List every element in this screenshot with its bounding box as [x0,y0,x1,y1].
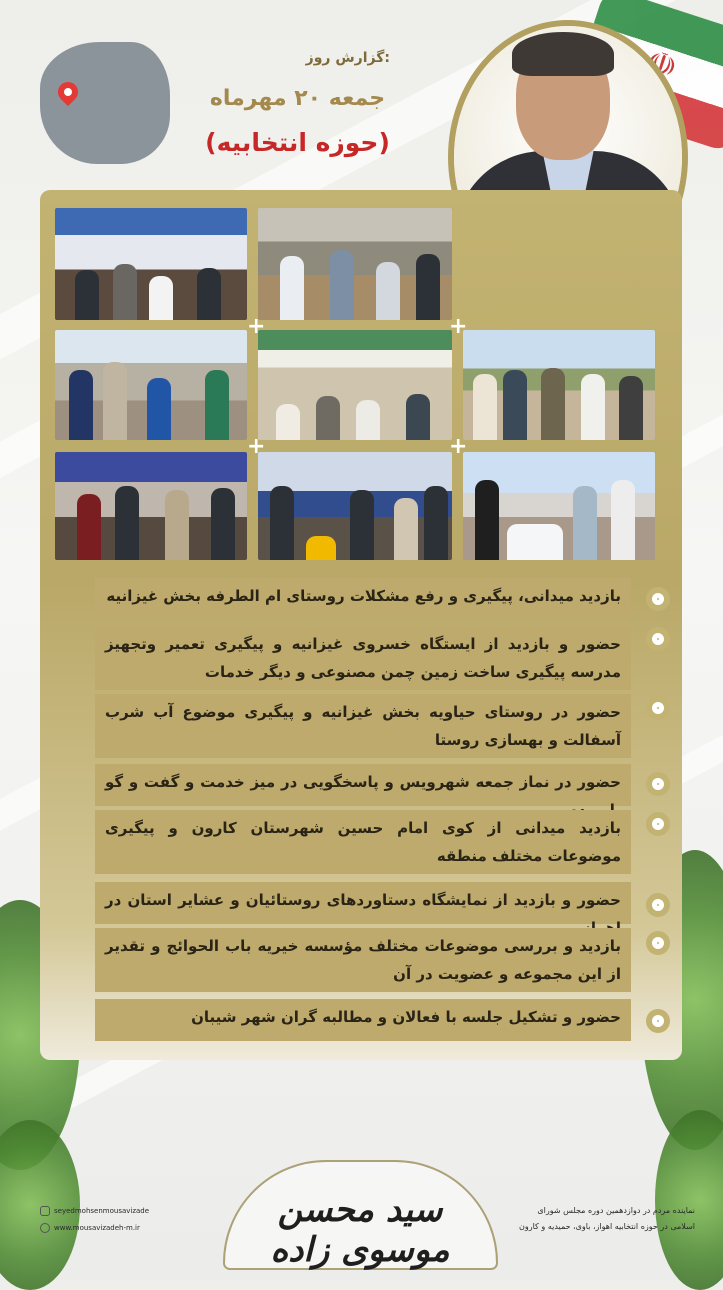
activity-item: بازدید میدانی، پیگیری و رفع مشکلات روستای ام الطرفه بخش غیزانیه [95,578,631,620]
bullet-circle-icon [646,696,670,720]
activity-item: حضور در نماز جمعه شهرویس و پاسخگویی در میز خدمت و گفت و گو [95,764,631,806]
bullet-circle-icon [646,587,670,611]
bullet-circle-icon [646,772,670,796]
photo-7 [258,452,452,560]
activity-item: حضور در روستای حیاویه بخش غیزانیه و پیگیری موضوع آب شرب آسفالت و بهسازی روستا [95,694,631,758]
bullet-circle-icon [646,627,670,651]
bullet-circle-icon [646,893,670,917]
globe-icon [40,1223,50,1233]
activity-item: بازدید و بررسی موضوعات مختلف مؤسسه خیریه باب الحوائج و تقدیر از این مجموعه و عضویت در آن [95,928,631,992]
photo-2 [258,208,452,320]
website-link[interactable] [40,1223,140,1233]
activity-item: حضور و بازدید از ایستگاه خسروی غیزانیه و پیگیری تعمیر وتجهیز مدرسه پیگیری ساخت زمین چمن مصنوعی و دیگر خدمات [95,626,631,690]
map-icon [40,42,170,164]
photo-1 [55,208,247,320]
report-date: جمعه ۲۰ مهرماه [209,86,386,111]
instagram-handle: seyedmohsenmousavizade [54,1207,150,1215]
report-label: گزارش روز: [305,50,390,66]
representative-line-1: نماینده مردم در دوازدهمین دوره مجلس شورای [537,1206,695,1215]
bullet-circle-icon [646,812,670,836]
representative-line-2: اسلامی در حوزه انتخابیه اهواز، باوی، حمیدیه و کارون [519,1222,695,1231]
activity-item: بازدید میدانی از کوی امام حسین شهرستان کارون و پیگیری موضوعات مختلف منطقه [95,810,631,874]
photo-6 [55,452,247,560]
activity-item: حضور و بازدید از نمایشگاه دستاوردهای روستائیان و عشایر استان در [95,882,631,924]
instagram-icon [40,1206,50,1216]
bullet-circle-icon [646,931,670,955]
instagram-link[interactable] [40,1206,149,1216]
report-district: (حوزه انتخابیه) [205,128,390,157]
photo-5 [463,330,655,440]
signature-name: سید محسن موسوی زاده [270,1190,450,1270]
photo-8 [463,452,655,560]
website-url: www.mousavizadeh-m.ir [54,1224,140,1232]
bullet-circle-icon [646,1009,670,1033]
photo-4 [258,330,452,440]
location-pin-icon [54,78,82,106]
activity-item: حضور و تشکیل جلسه با فعالان و مطالبه گران شهر شیبان [95,999,631,1041]
photo-3 [55,330,247,440]
